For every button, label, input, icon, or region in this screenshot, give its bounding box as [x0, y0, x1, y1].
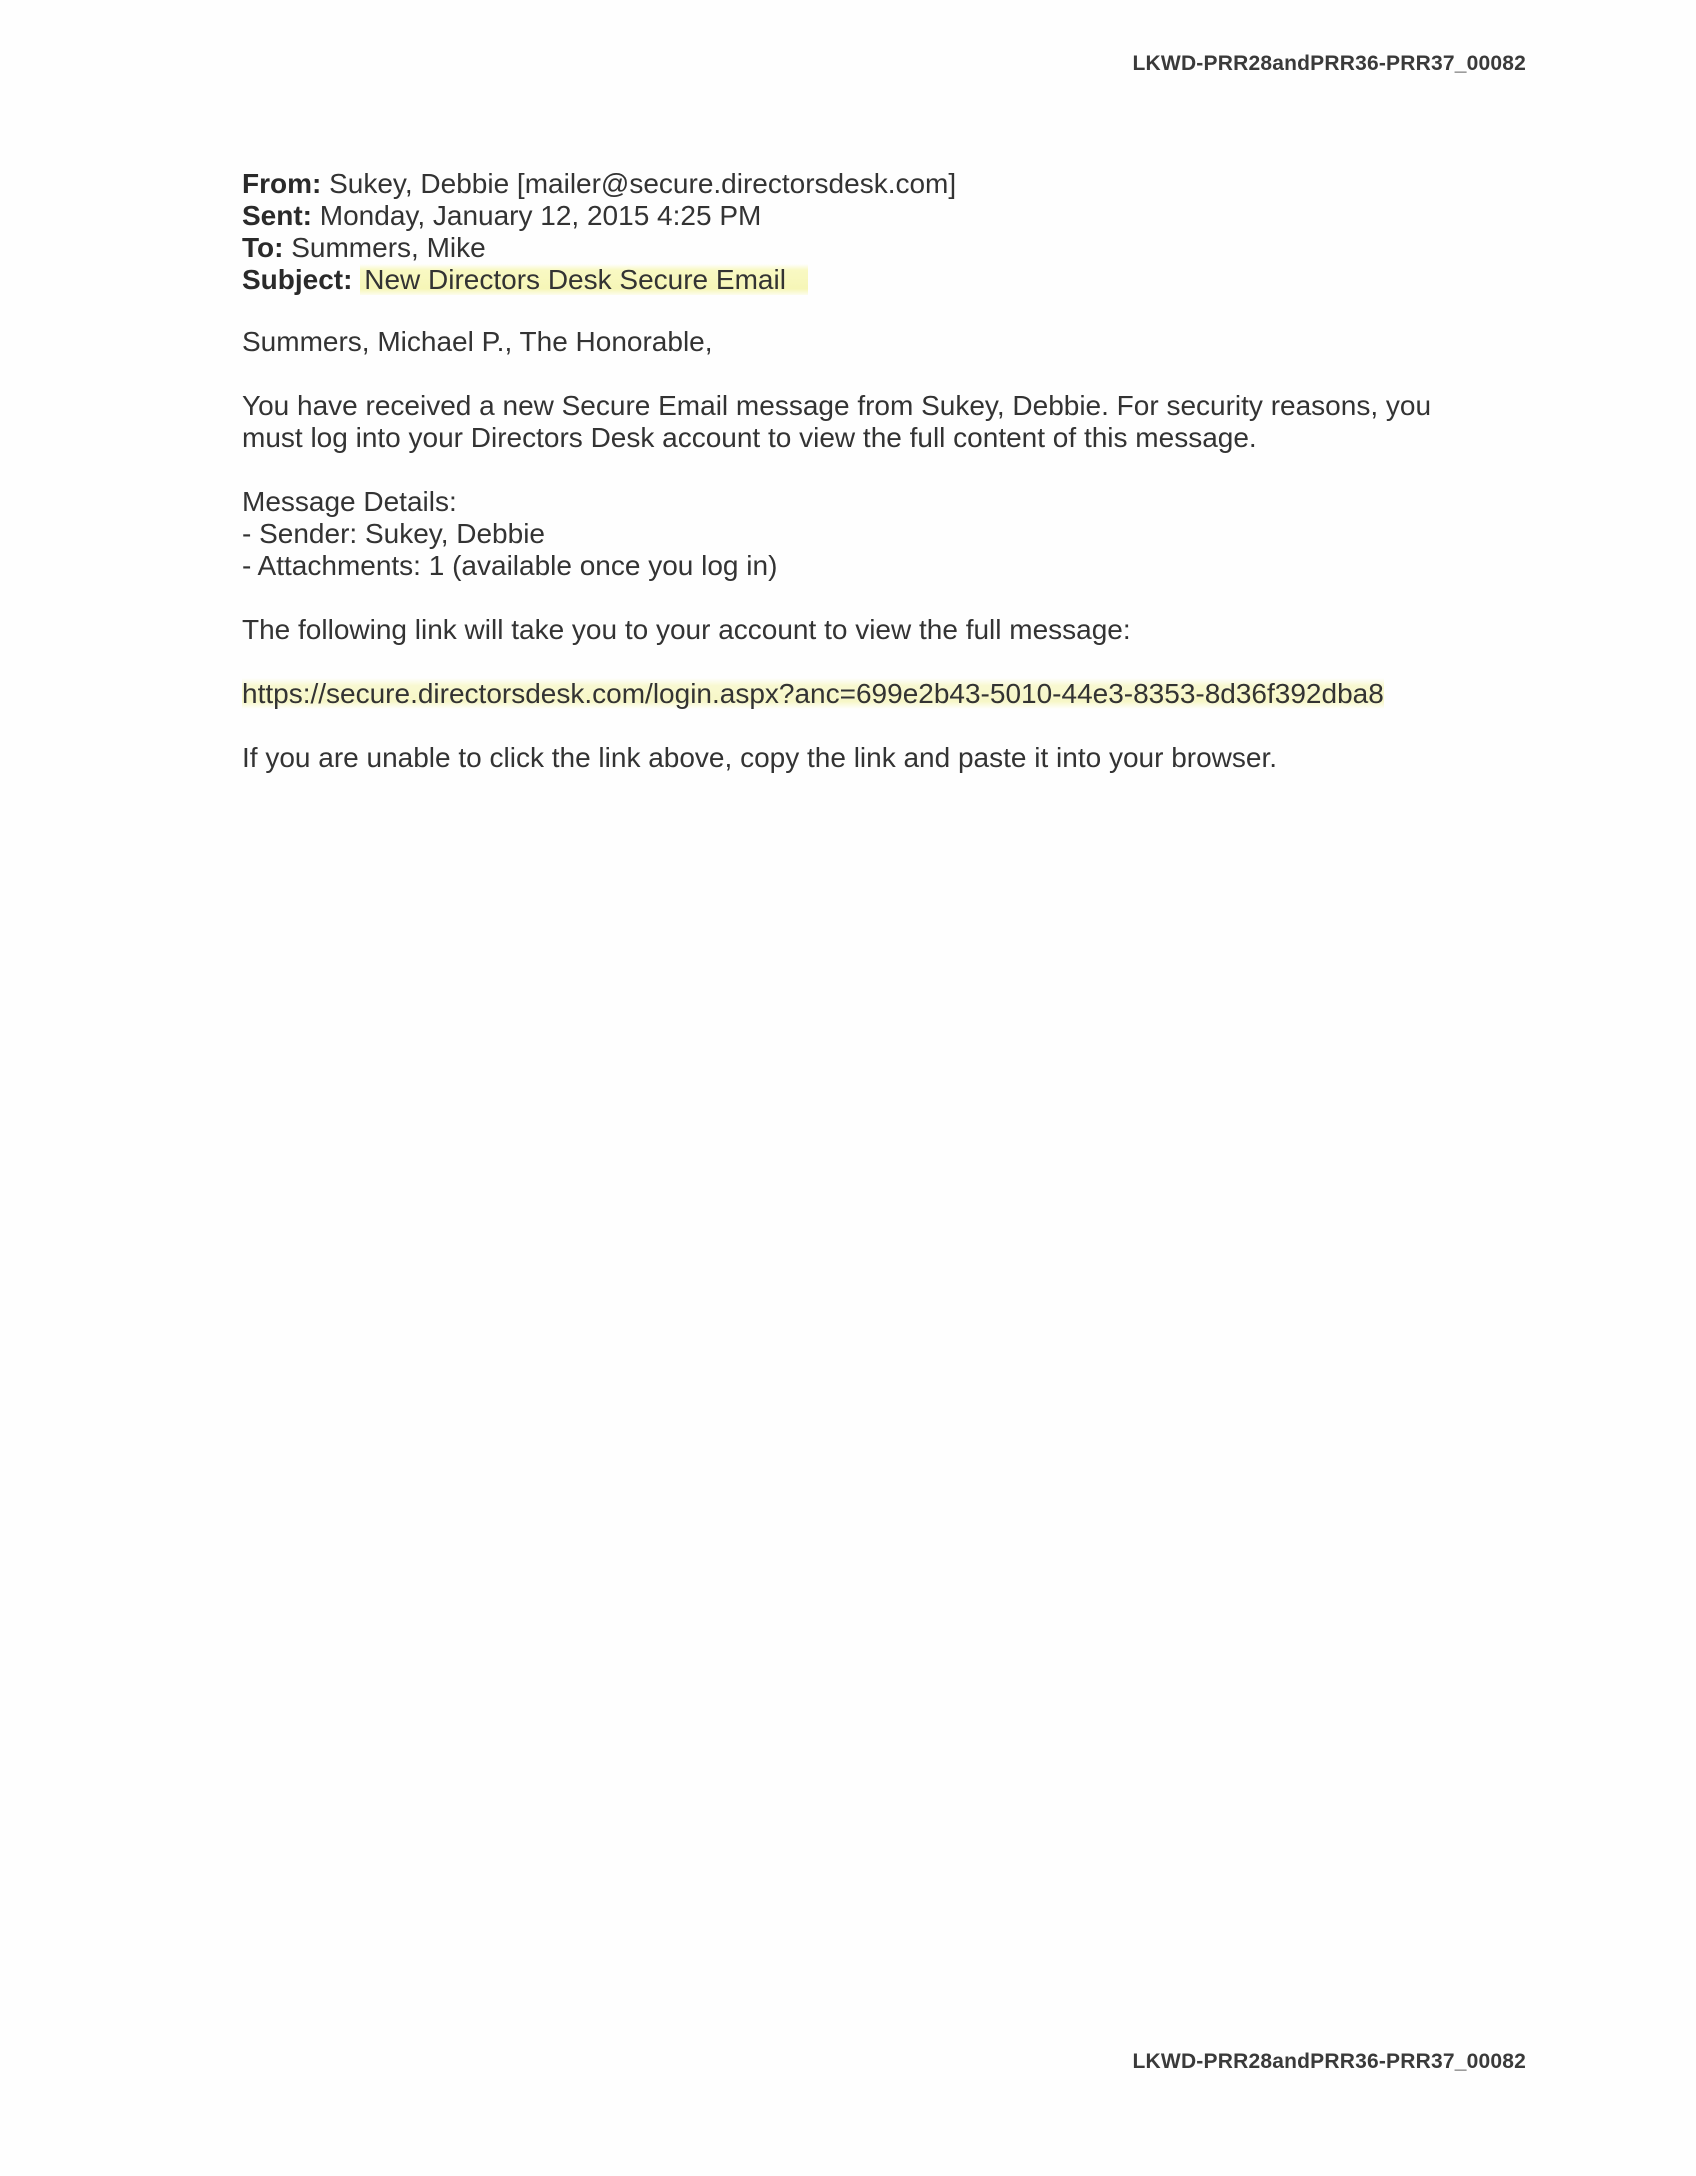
- from-value: Sukey, Debbie [mailer@secure.directorsdesk.com]: [329, 168, 957, 199]
- sent-label: Sent:: [242, 200, 312, 231]
- to-label: To:: [242, 232, 284, 263]
- detail-attachments: - Attachments: 1 (available once you log in): [242, 550, 778, 581]
- link-intro: The following link will take you to your account to view the full message:: [242, 614, 1131, 645]
- to-line: [242, 232, 1502, 264]
- closing-instruction: If you are unable to click the link above, copy the link and paste it into your browser.: [242, 742, 1278, 773]
- subject-value: New Directors Desk Secure Email: [360, 264, 808, 295]
- bates-number-bottom: LKWD-PRR28andPRR36-PRR37_00082: [1132, 2050, 1526, 2073]
- login-link-paragraph: [242, 678, 1502, 710]
- subject-label: Subject:: [242, 264, 353, 295]
- intro-line-2: must log into your Directors Desk account to view the full content of this message.: [242, 422, 1257, 453]
- subject-line: [242, 264, 1502, 296]
- sent-line: [242, 200, 1502, 232]
- email-printout: [242, 168, 1502, 774]
- from-line: [242, 168, 1502, 200]
- message-details-title: Message Details:: [242, 486, 457, 517]
- intro-line-1: You have received a new Secure Email message from Sukey, Debbie. For security reasons, you: [242, 390, 1432, 421]
- sent-value: Monday, January 12, 2015 4:25 PM: [319, 200, 762, 231]
- bates-number-top: LKWD-PRR28andPRR36-PRR37_00082: [1132, 52, 1526, 75]
- detail-sender: - Sender: Sukey, Debbie: [242, 518, 545, 549]
- salutation: Summers, Michael P., The Honorable,: [242, 326, 713, 357]
- to-value: Summers, Mike: [291, 232, 486, 263]
- from-label: From:: [242, 168, 322, 199]
- login-link[interactable]: https://secure.directorsdesk.com/login.aspx?anc=699e2b43-5010-44e3-8353-8d36f392dba8: [242, 678, 1384, 709]
